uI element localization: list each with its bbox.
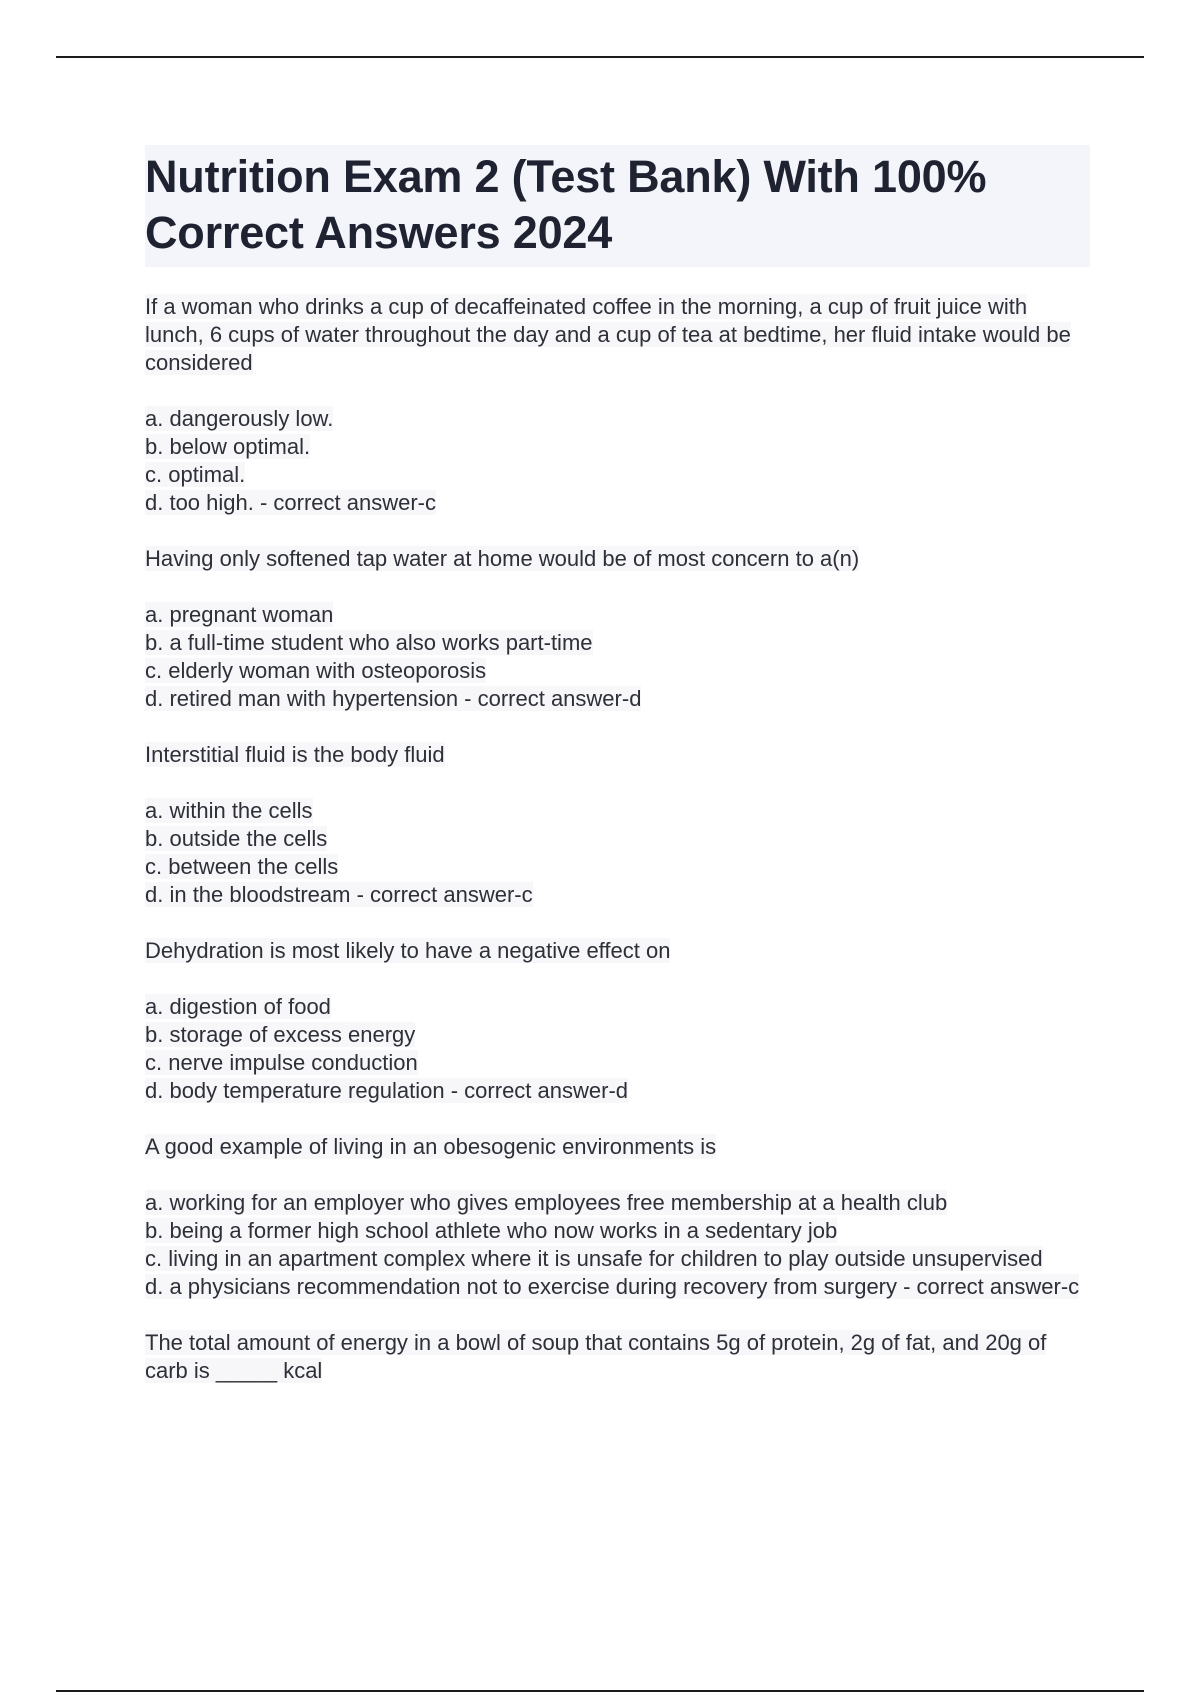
answer-option: d. body temperature regulation - correct answer-d [145,1078,629,1103]
question-block [145,741,1090,909]
top-rule [56,56,1144,58]
answer-option: d. retired man with hypertension - correct answer-d [145,686,642,711]
answer-options [145,1189,1090,1301]
answer-option: c. optimal. [145,462,246,487]
answer-option: a. working for an employer who gives employees free membership at a health club [145,1190,948,1215]
question-text: The total amount of energy in a bowl of soup that contains 5g of protein, 2g of fat, and 20g of carb is _____ kcal [145,1330,1047,1383]
answer-option: b. being a former high school athlete who now works in a sedentary job [145,1218,838,1243]
question-block [145,1133,1090,1301]
answer-options [145,405,1090,517]
answer-option: d. in the bloodstream - correct answer-c [145,882,533,907]
bottom-rule [56,1690,1144,1692]
question-text: Having only softened tap water at home would be of most concern to a(n) [145,546,860,571]
question-block [145,293,1090,517]
answer-option: b. storage of excess energy [145,1022,416,1047]
title-band [145,145,1090,267]
answer-option: d. too high. - correct answer-c [145,490,437,515]
question-text: If a woman who drinks a cup of decaffeinated coffee in the morning, a cup of fruit juice with lunch, 6 cups of water throughout the day and a cup of tea at bedtime, her fluid intake would be considered [145,294,1071,375]
answer-option: b. below optimal. [145,434,311,459]
answer-option: b. a full-time student who also works part-time [145,630,593,655]
question-text: Interstitial fluid is the body fluid [145,742,445,767]
answer-option: a. digestion of food [145,994,331,1019]
answer-option: a. pregnant woman [145,602,334,627]
answer-option: b. outside the cells [145,826,328,851]
answer-option: c. between the cells [145,854,339,879]
answer-option: c. nerve impulse conduction [145,1050,418,1075]
page-title: Nutrition Exam 2 (Test Bank) With 100% Correct Answers 2024 [145,151,987,258]
answer-option: c. living in an apartment complex where it is unsafe for children to play outside unsupervised [145,1246,1043,1271]
answer-option: d. a physicians recommendation not to exercise during recovery from surgery - correct answer-c [145,1274,1080,1299]
answer-option: c. elderly woman with osteoporosis [145,658,487,683]
answer-options [145,797,1090,909]
question-block [145,937,1090,1105]
answer-options [145,993,1090,1105]
answer-option: a. within the cells [145,798,313,823]
document-body [145,145,1090,1413]
question-text: A good example of living in an obesogenic environments is [145,1134,717,1159]
question-block [145,1329,1090,1385]
question-text: Dehydration is most likely to have a negative effect on [145,938,671,963]
answer-option: a. dangerously low. [145,406,334,431]
answer-options [145,601,1090,713]
question-block [145,545,1090,713]
